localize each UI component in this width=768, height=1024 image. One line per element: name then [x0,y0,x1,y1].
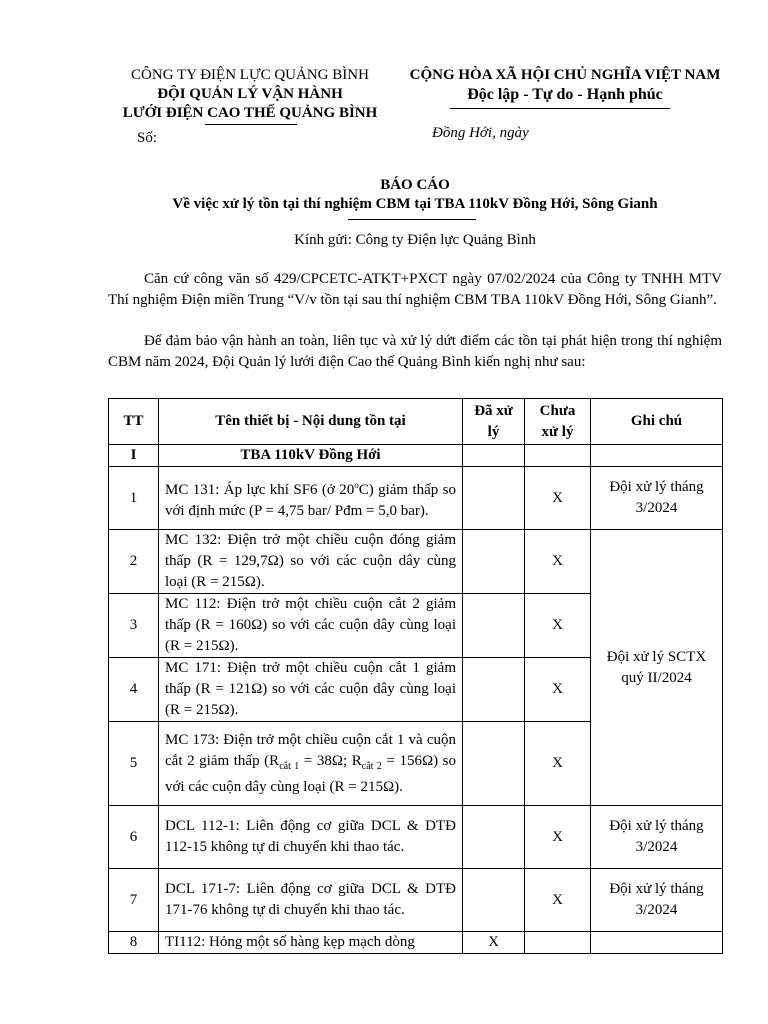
row-not-done: X [525,658,591,722]
motto-subline: Độc lập - Tự do - Hạnh phúc [467,86,663,103]
merged-note: Đội xử lý SCTX quý II/2024 [591,530,723,806]
row-content: MC 112: Điện trở một chiều cuộn cắt 2 giảm thấp (R = 160Ω) so với các cuộn dây cùng loại (R = 215Ω). [159,594,463,658]
row-number: 4 [109,658,159,722]
row-note: Đội xử lý tháng 3/2024 [591,806,723,869]
body-paragraph-2: Để đảm bảo vận hành an toàn, liên tục và xử lý dứt điểm các tồn tại phát hiện trong thí nghiệm CBM năm 2024, Đội Quản lý lưới điện Cao thế Quảng Bình kiến nghị như sau: [108,333,722,370]
row-content: MC 131: Áp lực khí SF6 (ở 20$^o$C) giảm thấp so với định mức (P = 4,75 bar/ Pđm = 5,0 bar). [159,467,463,530]
row-number: 5 [109,722,159,806]
row-number: 2 [109,530,159,594]
row-number: 7 [109,869,159,932]
row-done [463,869,525,932]
table-row [109,869,723,932]
row-not-done [525,932,591,954]
table-row [109,806,723,869]
place-date: Đồng Hới, ngày [432,125,529,141]
national-header [395,66,735,104]
col-header-note: Ghi chú [591,399,723,445]
row-note: Đội xử lý tháng 3/2024 [591,869,723,932]
company-name: CÔNG TY ĐIỆN LỰC QUẢNG BÌNH [131,67,369,83]
table-row [109,467,723,530]
org-header [105,66,395,123]
row-done [463,658,525,722]
row-number: 6 [109,806,159,869]
row-not-done: X [525,530,591,594]
motto-underline [450,108,670,109]
section-name: TBA 110kV Đồng Hới [159,445,463,467]
row-not-done: X [525,869,591,932]
row-not-done: X [525,722,591,806]
table-row [109,530,723,594]
row-note [591,932,723,954]
row-content: MC 132: Điện trở một chiều cuộn đóng giảm thấp (R = 129,7Ω) so với các cuộn dây cùng loại (R = 215Ω). [159,530,463,594]
row-number: 8 [109,932,159,954]
row-number: 3 [109,594,159,658]
row-content: MC 171: Điện trở một chiều cuộn cắt 1 giảm thấp (R = 121Ω) so với các cuộn dây cùng loại (R = 215Ω). [159,658,463,722]
report-subject: Về việc xử lý tồn tại thí nghiệm CBM tại TBA 110kV Đồng Hới, Sông Gianh [172,196,658,212]
issues-table [108,398,723,954]
row-done: X [463,932,525,954]
table-row [109,932,723,954]
col-header-tt: TT [109,399,159,445]
row-content: TI112: Hỏng một số hàng kẹp mạch dòng [159,932,463,954]
row-note: Đội xử lý tháng 3/2024 [591,467,723,530]
title-underline [348,219,476,220]
row-content: DCL 112-1: Liên động cơ giữa DCL & DTĐ 112-15 không tự di chuyển khi thao tác. [159,806,463,869]
section-done [463,445,525,467]
country-motto: CỘNG HÒA XÃ HỘI CHỦ NGHĨA VIỆT NAM [409,67,721,83]
row-done [463,467,525,530]
row-not-done: X [525,806,591,869]
section-number: I [109,445,159,467]
row-content: MC 173: Điện trở một chiều cuộn cắt 1 và cuộn cắt 2 giảm thấp ($R_{cắt 1} = 38\Omega$; $R_{cắt 2} = 156\Omega$) so với các cuộn dây cùng loại (R = 215Ω). [159,722,463,806]
recipient: Kính gửi: Công ty Điện lực Quảng Bình [294,232,536,248]
table-header-row [109,399,723,445]
row-done [463,594,525,658]
org-underline [205,124,297,125]
section-not-done [525,445,591,467]
row-done [463,722,525,806]
department-name-line2: LƯỚI ĐIỆN CAO THẾ QUẢNG BÌNH [122,105,378,121]
row-done [463,530,525,594]
body-paragraph-1: Căn cứ công văn số 429/CPCETC-ATKT+PXCT ngày 07/02/2024 của Công ty TNHH MTV Thí nghiệm Điện miền Trung “V/v tồn tại sau thí nghiệm CBM TBA 110kV Đồng Hới, Sông Gianh”. [108,271,722,308]
row-number: 1 [109,467,159,530]
document-number-label: Số: [137,130,158,146]
row-not-done: X [525,467,591,530]
section-note [591,445,723,467]
row-done [463,806,525,869]
section-row [109,445,723,467]
col-header-content: Tên thiết bị - Nội dung tồn tại [159,399,463,445]
col-header-not-done: Chưa xử lý [525,399,591,445]
row-not-done: X [525,594,591,658]
col-header-done: Đã xử lý [463,399,525,445]
department-name: ĐỘI QUẢN LÝ VẬN HÀNH [157,86,343,102]
row-content: DCL 171-7: Liên động cơ giữa DCL & DTĐ 171-76 không tự di chuyển khi thao tác. [159,869,463,932]
report-title: BÁO CÁO [380,177,450,193]
